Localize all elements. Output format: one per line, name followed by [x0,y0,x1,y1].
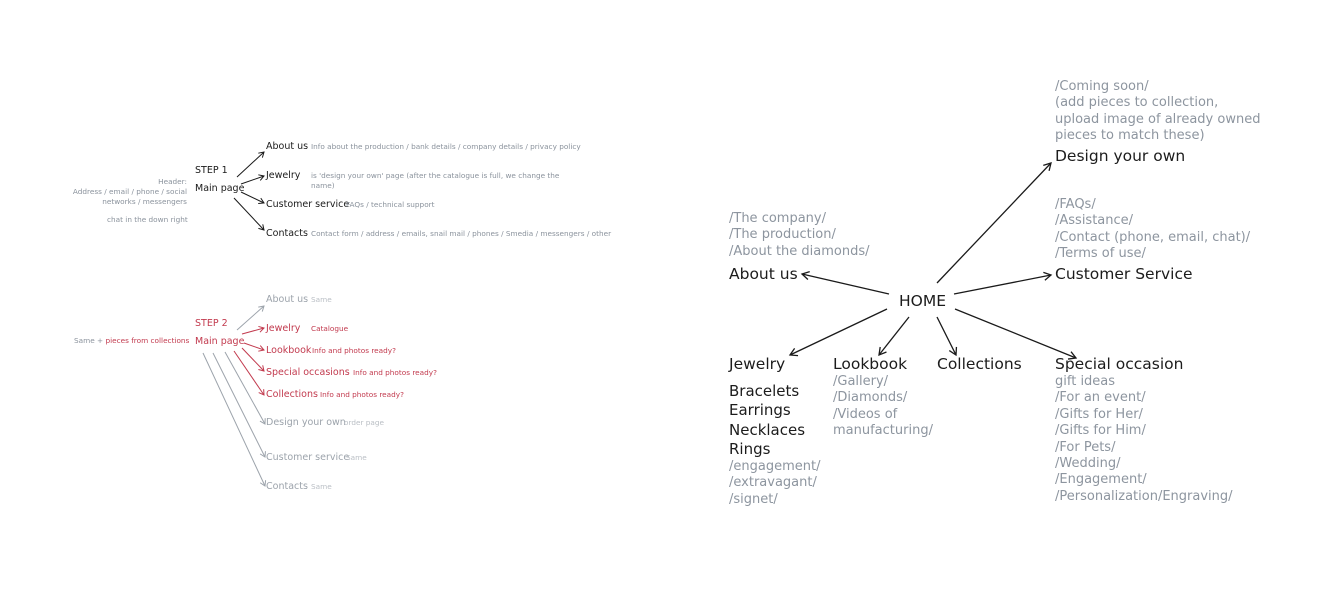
step2-item-special: Special occasions [266,367,350,378]
special-sub-item: /Gifts for Him/ [1055,423,1146,439]
sitemap-home: HOME [899,292,947,310]
special-sub-item: /Personalization/Engraving/ [1055,488,1233,504]
step1-label: STEP 1 [195,165,228,176]
step2-note-contacts: Same [311,482,332,491]
jewelry-sub-list [729,459,820,508]
header-note [40,177,187,207]
step2-item-contacts: Contacts [266,481,308,492]
sitemap-about: About us [729,265,798,283]
service-sub-list [1055,197,1250,263]
step2-note-highlight: pieces from collections [105,336,190,345]
step1-note-service: FAQs / technical support [346,200,435,209]
sitemap-lookbook: Lookbook [833,355,908,373]
service-sub-item: /FAQs/ [1055,197,1096,212]
lookbook-sub-list [833,374,933,440]
lookbook-sub-item: /Gallery/ [833,374,889,389]
service-sub-item: /Assistance/ [1055,213,1134,229]
about-sub-item: /The production/ [729,227,836,243]
service-sub-item: /Terms of use/ [1055,246,1146,262]
jewelry-types-list [729,382,805,459]
header-note-text: Header: Address / email / phone / social networks / messengers [72,177,187,206]
jewelry-type: Earrings [729,401,791,420]
sitemap-special: Special occasion [1055,355,1184,373]
jewelry-sub-item: /extravagant/ [729,475,817,491]
step1-note-contacts: Contact form / address / emails, snail mail / phones / Smedia / messengers / other [311,229,612,238]
special-sub-item: /Wedding/ [1055,456,1121,472]
sitemap-jewelry: Jewelry [729,355,786,373]
sitemap-collections: Collections [937,355,1022,373]
chat-note: chat in the down right [107,215,188,224]
step1-item-jewelry: Jewelry [266,170,301,181]
special-sub-item: /For an event/ [1055,390,1146,406]
design-sub-item: /Coming soon/ [1055,79,1149,94]
step2-note-prefix: Same + [74,336,106,345]
special-sub-list [1055,374,1233,505]
special-sub-item: /Engagement/ [1055,472,1147,488]
step1-note-about: Info about the production / bank details / company details / privacy policy [311,142,581,151]
special-sub-item: /For Pets/ [1055,439,1116,455]
jewelry-type: Bracelets [729,382,800,400]
step1-item-about: About us [266,141,309,152]
jewelry-sub-item: /signet/ [729,491,778,507]
special-sub-item: /Gifts for Her/ [1055,406,1143,422]
jewelry-type: Necklaces [729,420,806,439]
design-sub-item: pieces to match these) [1055,128,1205,144]
lookbook-sub-item: manufacturing/ [833,423,933,439]
special-sub-item: gift ideas [1055,374,1116,389]
step2-main-page: Main page [195,336,245,347]
about-sub-item: /About the diamonds/ [729,243,870,259]
step1-item-service: Customer service [266,199,350,210]
step2-item-collections: Collections [266,389,318,400]
step2-note-design: order page [344,418,385,427]
step2-gray-arrows [203,306,265,486]
step2-label: STEP 2 [195,318,228,329]
step2-note [74,336,189,345]
step1-note-jewelry: is 'design your own' page (after the catalogue is full, we change the name) [311,171,560,190]
design-sub-item: upload image of already owned [1055,111,1261,127]
step2-item-jewelry: Jewelry [266,323,301,334]
step2-note-special: Info and photos ready? [353,368,437,377]
step2-note-service: Same [346,453,367,462]
step1-main-page: Main page [195,183,245,194]
sitemap-design: Design your own [1055,147,1186,165]
sitemap-service: Customer Service [1055,265,1193,283]
about-sub-list [729,211,870,260]
lookbook-sub-item: /Videos of [833,406,898,422]
step2-item-about: About us [266,294,309,305]
step2-note-jewelry: Catalogue [311,324,349,333]
service-sub-item: /Contact (phone, email, chat)/ [1055,229,1251,245]
design-sub-list [1055,79,1260,145]
design-sub-item: (add pieces to collection, [1055,95,1219,111]
step2-note-about: Same [311,295,332,304]
step2-note-lookbook: Info and photos ready? [312,346,396,355]
sitemap-arrows [790,163,1076,358]
about-sub-item: /The company/ [729,211,826,226]
step2-item-service: Customer service [266,452,350,463]
jewelry-type: Rings [729,439,771,458]
lookbook-sub-item: /Diamonds/ [833,390,908,406]
step2-item-design: Design your own [266,417,346,428]
step2-item-lookbook: Lookbook [266,345,312,356]
step1-item-contacts: Contacts [266,228,308,239]
step2-note-collections: Info and photos ready? [320,390,404,399]
jewelry-sub-item: /engagement/ [729,459,821,474]
